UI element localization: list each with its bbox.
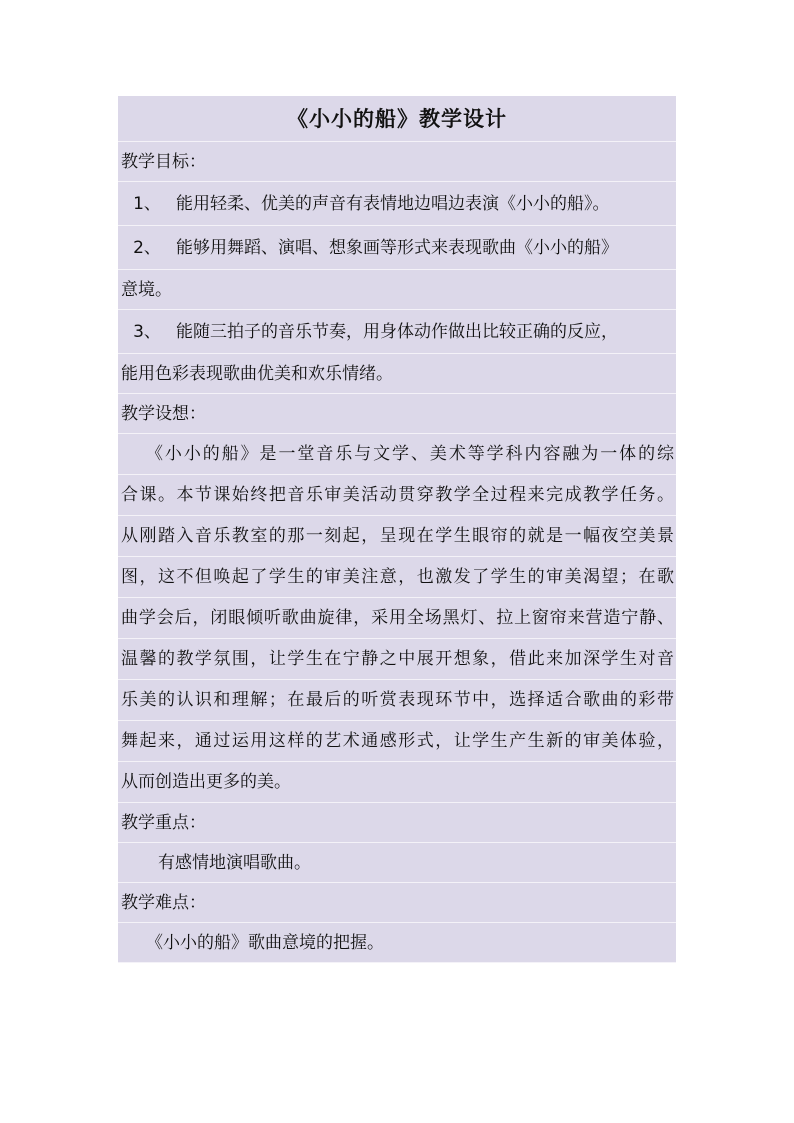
goal-number: 2、 xyxy=(133,238,161,258)
goal-item-3 xyxy=(118,310,676,354)
goal-number: 3、 xyxy=(133,322,161,342)
concept-paragraph-line: 合课。本节课始终把音乐审美活动贯穿教学全过程来完成教学任务。 xyxy=(118,475,676,516)
difficulty-text: 《小小的船》歌曲意境的把握。 xyxy=(118,923,676,963)
goal-item-1 xyxy=(118,182,676,226)
key-point-text: 有感情地演唱歌曲。 xyxy=(118,843,676,883)
concept-paragraph-line: 温馨的教学氛围，让学生在宁静之中展开想象，借此来加深学生对音 xyxy=(118,639,676,680)
goal-text: 能用轻柔、优美的声音有表情地边唱边表演《小小的船》。 xyxy=(176,194,610,214)
key-point-heading: 教学重点： xyxy=(118,803,676,843)
concept-heading: 教学设想： xyxy=(118,394,676,434)
document-title: 《小小的船》教学设计 xyxy=(118,96,676,142)
goals-heading: 教学目标： xyxy=(118,142,676,182)
goal-item-2-continuation: 意境。 xyxy=(118,270,676,310)
difficulty-heading: 教学难点： xyxy=(118,883,676,923)
goal-text: 能随三拍子的音乐节奏，用身体动作做出比较正确的反应， xyxy=(176,322,618,342)
concept-paragraph-line: 乐美的认识和理解；在最后的听赏表现环节中，选择适合歌曲的彩带 xyxy=(118,680,676,721)
lesson-plan-document xyxy=(118,96,676,963)
concept-paragraph-line: 《小小的船》是一堂音乐与文学、美术等学科内容融为一体的综 xyxy=(118,434,676,475)
goal-text: 能够用舞蹈、演唱、想象画等形式来表现歌曲《小小的船》 xyxy=(176,238,618,258)
concept-paragraph-line: 图，这不但唤起了学生的审美注意，也激发了学生的审美渴望；在歌 xyxy=(118,557,676,598)
concept-paragraph-line: 从刚踏入音乐教室的那一刻起，呈现在学生眼帘的就是一幅夜空美景 xyxy=(118,516,676,557)
goal-item-2 xyxy=(118,226,676,270)
concept-paragraph-line: 曲学会后，闭眼倾听歌曲旋律，采用全场黑灯、拉上窗帘来营造宁静、 xyxy=(118,598,676,639)
concept-paragraph-line: 舞起来，通过运用这样的艺术通感形式，让学生产生新的审美体验， xyxy=(118,721,676,762)
goal-number: 1、 xyxy=(133,194,161,214)
concept-paragraph-line: 从而创造出更多的美。 xyxy=(118,762,676,803)
goal-item-3-continuation: 能用色彩表现歌曲优美和欢乐情绪。 xyxy=(118,354,676,394)
